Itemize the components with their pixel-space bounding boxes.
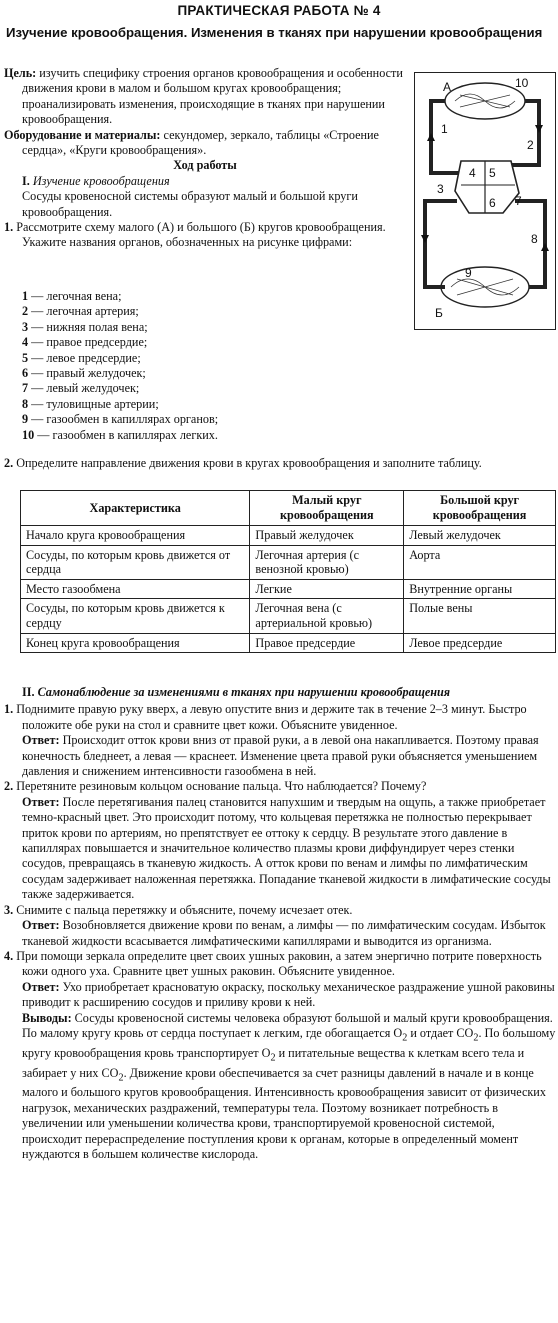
table-cell: Начало круга кровообращения	[21, 526, 250, 546]
table-header-row	[21, 491, 556, 526]
table-cell: Внутренние органы	[404, 579, 556, 599]
diagram-number: 8	[531, 232, 538, 246]
question-1: 1. Поднимите правую руку вверх, а левую опустите вниз и держите так в течение 2–3 минут. Быстро положите обе руки на стол и сравните цвет кожи. Объясните увиденное.	[4, 702, 527, 732]
goal-paragraph	[4, 66, 406, 128]
pulmonary-vein-vessel	[511, 101, 539, 165]
diagram-number: 7	[515, 194, 522, 208]
section1-intro: Сосуды кровеносной системы образуют малый и большой круги кровообращения.	[22, 189, 358, 219]
arrow-icon	[421, 235, 429, 243]
question-3: 3. Снимите с пальца перетяжку и объясните, почему исчезает отек.	[4, 902, 353, 917]
table-cell: Сосуды, по которым кровь движется к сердцу	[21, 599, 250, 633]
organ-legend-list	[22, 289, 402, 443]
organ-capillary-lines	[451, 279, 519, 295]
diagram-number: 10	[515, 76, 529, 90]
diagram-number: 5	[489, 166, 496, 180]
progress-heading: Ход работы	[173, 158, 237, 173]
arrow-icon	[535, 125, 543, 133]
diagram-number: 6	[489, 196, 496, 210]
diagram-number: 9	[465, 266, 472, 280]
diagram-number: 2	[527, 138, 534, 152]
question-4: 4. При помощи зеркала определите цвет своих ушных раковин, а затем энергично потрите поверхность кожи одного уха. Сравните цвет ушных раковин. Объясните увиденное.	[4, 948, 542, 979]
answer-2: Ответ: После перетягивания палец становится напухшим и твердым на ощупь, а также приобретает темно-красный цвет. Это происходит потому, что кольцевая перетяжка не полностью перекрывает приток крови по артериям, но препятствует ее оттоку к сердцу. В результате этого давление в капиллярах повышается и значительное количество плазмы крови диффундирует через стенки сосудов, превращаясь в тканевую жидкость. А отток крови по венам и лимфы по лимфатическим сосудам задерживает наложенная перетяжка. Попадание тканевой жидкости в лимфатические сосуды также задерживается.	[22, 794, 551, 902]
diagram-number: 1	[441, 122, 448, 136]
table-cell: Легкие	[250, 579, 404, 599]
section2-block	[4, 685, 556, 1163]
table-cell: Легочная вена (с артериальной кровью)	[250, 599, 404, 633]
goal-text: изучить специфику строения органов кровообращения и особенности движения крови в малом и большом кругах кровообращения; проанализировать изменения, происходящие в тканях при нарушении кровообращения.	[22, 66, 403, 127]
list-item: 2 — легочная артерия;	[22, 304, 139, 319]
equipment-label: Оборудование и материалы:	[4, 127, 161, 142]
table-cell: Сосуды, по которым кровь движется от сердца	[21, 545, 250, 579]
list-item: 1 — легочная вена;	[22, 289, 122, 303]
table-cell: Место газообмена	[21, 579, 250, 599]
table-cell: Конец круга кровообращения	[21, 633, 250, 653]
table-row	[21, 579, 556, 599]
arrow-icon	[427, 133, 435, 141]
diagram-number: 4	[469, 166, 476, 180]
arrow-icon	[541, 243, 549, 251]
table-row	[21, 545, 556, 579]
list-item: 3 — нижняя полая вена;	[22, 319, 148, 334]
table-cell: Левое предсердие	[404, 633, 556, 653]
table-header: Малый круг кровообращения	[250, 491, 404, 526]
table-cell: Правое предсердие	[250, 633, 404, 653]
task2-paragraph: 2. Определите направление движения крови в кругах кровообращения и заполните таблицу.	[4, 456, 482, 470]
table-row	[21, 599, 556, 633]
equipment-paragraph	[4, 128, 406, 159]
table-cell: Правый желудочек	[250, 526, 404, 546]
table-cell: Полые вены	[404, 599, 556, 633]
table-cell: Левый желудочек	[404, 526, 556, 546]
list-item: 4 — правое предсердие;	[22, 335, 148, 350]
circulation-diagram-svg	[415, 73, 555, 329]
heart-shape	[455, 161, 519, 213]
task1-paragraph: 1. Рассмотрите схему малого (А) и большого (Б) кругов кровообращения. Укажите названия органов, обозначенных на рисунке цифрами:	[4, 220, 386, 250]
table-cell: Легочная артерия (с венозной кровью)	[250, 545, 404, 579]
page-subtitle: Изучение кровообращения. Изменения в тканях при нарушении кровообращения	[6, 25, 543, 40]
pulmonary-artery-vessel	[431, 101, 461, 173]
list-item: 6 — правый желудочек;	[22, 366, 146, 381]
table-row	[21, 633, 556, 653]
list-item: 8 — туловищные артерии;	[22, 396, 159, 411]
section2-heading: II. Самонаблюдение за изменениями в тканях при нарушении кровообращения	[22, 685, 451, 699]
answer-3: Ответ: Возобновляется движение крови по венам, а лимфы — по лимфатическим сосудам. Избыток тканевой жидкости всасывается лимфатическими капиллярами и выводится из организма.	[22, 918, 546, 948]
table-row	[21, 526, 556, 546]
lung-capillary-lines	[455, 94, 515, 108]
page-title: ПРАКТИЧЕСКАЯ РАБОТА № 4	[177, 3, 381, 18]
answer-4: Ответ: Ухо приобретает красноватую окраску, поскольку механическое раздражение ушной раковины приводит к расширению сосудов и приливу крови к ней.	[22, 979, 555, 1010]
list-item: 7 — левый желудочек;	[22, 381, 140, 396]
answer-1: Ответ: Происходит отток крови вниз от правой руки, а в левой она накапливается. Поэтому правая конечность бледнеет, а левая — краснеет. Изменение цвета правой руки объясняется уменьшением давления и снижением интенсивности газообмена в ней.	[22, 733, 539, 779]
circulation-diagram	[414, 72, 556, 330]
diagram-label-b: Б	[435, 306, 443, 320]
list-item: 10 — газообмен в капиллярах легких.	[22, 427, 218, 442]
diagram-number: 3	[437, 182, 444, 196]
list-item: 5 — левое предсердие;	[22, 350, 141, 365]
table-header: Большой круг кровообращения	[404, 491, 556, 526]
conclusion-paragraph: Выводы: Сосуды кровеносной системы человека образуют большой и малый круги кровообращения. По малому кругу кровь от сердца поступает к легким, где обогащается $O_2$ и отдает $CO_2$. По большому кругу кровообращения кровь транспортирует $O_2$ и питательные вещества к клеткам всего тела и забирает у них $CO_2$. Движение крови обеспечивается за счет разницы давлений в начале и в конце малого и большого кругов кровообращения. Интенсивность кровообращения зависит от физических нагрузок, механических раздражений, температуры тела. Поэтому возникает потребность в увеличении или уменьшении количества крови, транспортируемой кровеносной системой, происходит перераспределение поступления крови к органам, которые в определенный момент нуждаются в большем количестве кислорода.	[22, 1010, 556, 1162]
section1-heading: I. Изучение кровообращения	[22, 173, 170, 188]
intro-block	[4, 66, 406, 251]
table-header: Характеристика	[21, 491, 250, 526]
table-cell: Аорта	[404, 545, 556, 579]
list-item: 9 — газообмен в капиллярах органов;	[22, 412, 219, 427]
equipment-text: секундомер, зеркало, таблицы «Строение сердца», «Круги кровообращения».	[22, 127, 379, 158]
goal-label: Цель:	[4, 66, 37, 80]
diagram-label-a: А	[443, 80, 452, 94]
question-2: 2. Перетяните резиновым кольцом основание пальца. Что наблюдается? Почему?	[4, 779, 427, 794]
circulation-table	[20, 490, 556, 653]
